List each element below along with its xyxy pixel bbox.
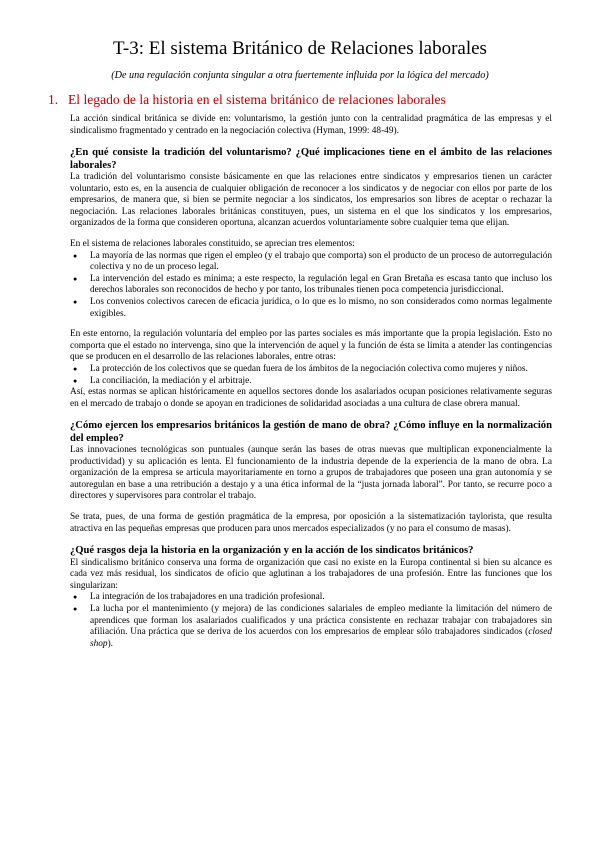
paragraph: El sindicalismo británico conserva una forma de organización que casi no existe en la Europa continental si bien su alcance es cada vez más residual, los sindicatos de oficio que aglutinan a los trabajadores de una profesión. Entre las funciones que los singularizan:: [70, 557, 552, 591]
bullet-list: [70, 364, 552, 387]
section-intro-block: [48, 114, 552, 137]
question-3-block: [48, 545, 552, 650]
document-title: T-3: El sistema Británico de Relaciones laborales: [113, 38, 487, 59]
list-item: ● La integración de los trabajadores en una tradición profesional.: [70, 592, 552, 604]
list-item: ● La protección de los colectivos que se quedan fuera de los ámbitos de la negociación colectiva como mujeres y niños.: [70, 364, 552, 376]
question-2-heading: ¿Cómo ejercen los empresarios británicos la gestión de mano de obra? ¿Cómo influye en la normalización del empleo?: [70, 420, 552, 444]
list-item: ● Los convenios colectivos carecen de eficacia jurídica, o lo que es lo mismo, no son considerados como normas legalmente exigibles.: [70, 297, 552, 320]
list-item: ● La conciliación, la mediación y el arbitraje.: [70, 376, 552, 388]
document-subtitle: (De una regulación conjunta singular a otra fuertemente influida por la lógica del mercado): [111, 70, 489, 81]
section-number: 1.: [48, 92, 59, 107]
section-heading-text: El legado de la historia en el sistema británico de relaciones laborales: [68, 92, 446, 107]
paragraph: En este entorno, la regulación voluntaria del empleo por las partes sociales es más importante que la propia legislación. Esto no comporta que el estado no intervenga, sino que la intervención de aquel y la función de ésta se limita a atender las contingencias que se producen en el desarrollo de las relaciones laborales, entre otras:: [70, 329, 552, 363]
paragraph: La tradición del voluntarismo consiste básicamente en que las relaciones entre sindicatos y empresarios tienen un carácter voluntario, esto es, en la ausencia de cualquier obligación de reconocer a los sindicatos y de negociar con ellos por parte de los empresarios, de manera que, si bien se permite negociar a los sindicatos, los empresarios son libres de aceptar o rechazar la negociación. Las relaciones laborales británicas constituyen, pues, un sistema en el que los sindicatos y los empresarios, organizados de la forma que consideren oportuna, alcanzan acuerdos voluntariamente sobre cualquier tema que elijan.: [70, 172, 552, 229]
list-item: ● La mayoría de las normas que rigen el empleo (y el trabajo que comporta) son el producto de un proceso de autorregulación colectiva y no de un proceso legal.: [70, 251, 552, 274]
list-item-closing: ).: [107, 638, 113, 649]
paragraph: En el sistema de relaciones laborales constituido, se aprecian tres elementos:: [70, 238, 355, 249]
closed-shop-term: closed shop: [90, 627, 552, 649]
bullet-list: [70, 592, 552, 650]
question-1-block: [48, 147, 552, 410]
list-item-text: La lucha por el mantenimiento (y mejora) de las condiciones salariales de empleo mediante la limitación del número de aprendices que forman los asalariados cualificados y una práctica consistente en rechazar trabajar con trabajadores sin afiliación. Una práctica que se deriva de los acuerdos con los empresarios de emplear sólo trabajadores sindicados (: [90, 604, 552, 638]
paragraph: Así, estas normas se aplican históricamente en aquellos sectores donde los asalariados ocupan posiciones relativamente seguras en el mercado de trabajo o donde se apoyan en tradiciones de solidaridad asociadas a una cultura de clase obrera manual.: [70, 387, 552, 409]
section-intro: La acción sindical británica se divide en: voluntarismo, la gestión junto con la centralidad pragmática de las empresas y el sindicalismo fragmentado y centrado en la negociación colectiva (Hyman, 1999: 48-49).: [70, 114, 552, 136]
section-heading: [48, 92, 552, 108]
list-item: ● La intervención del estado es mínima; a este respecto, la regulación legal en Gran Bretaña es escasa tanto que incluso los derechos laborales son reconocidos de hecho y por tanto, los tribunales tienen poca competencia jurisdiccional.: [70, 274, 552, 297]
question-2-block: [48, 420, 552, 535]
paragraph: Se trata, pues, de una forma de gestión pragmática de la empresa, por oposición a la sistematización taylorista, que resulta atractiva en las pequeñas empresas que producen para unos mercados especializados (y no para el consumo de masas).: [70, 512, 552, 534]
bullet-list: [70, 251, 552, 321]
paragraph: Las innovaciones tecnológicas son puntuales (aunque serán las bases de otras nuevas que multiplican exponencialmente la productividad) y su aplicación es lenta. El funcionamiento de la industria depende de la experiencia de la mano de obra. La organización de la empresa se articula mayoritariamente en torno a grupos de trabajadores que poseen una gran autonomía y se autoregulan en base a una retribución a destajo y a una ética informal de la “justa jornada laboral”. Por tanto, se recurre poco a directores y supervisores para controlar el trabajo.: [70, 445, 552, 502]
question-1-heading: ¿En qué consiste la tradición del voluntarismo? ¿Qué implicaciones tiene en el ámbito de las relaciones laborales?: [70, 147, 552, 171]
list-item: [70, 604, 552, 650]
question-3-heading: ¿Qué rasgos deja la historia en la organización y en la acción de los sindicatos británicos?: [70, 545, 474, 557]
